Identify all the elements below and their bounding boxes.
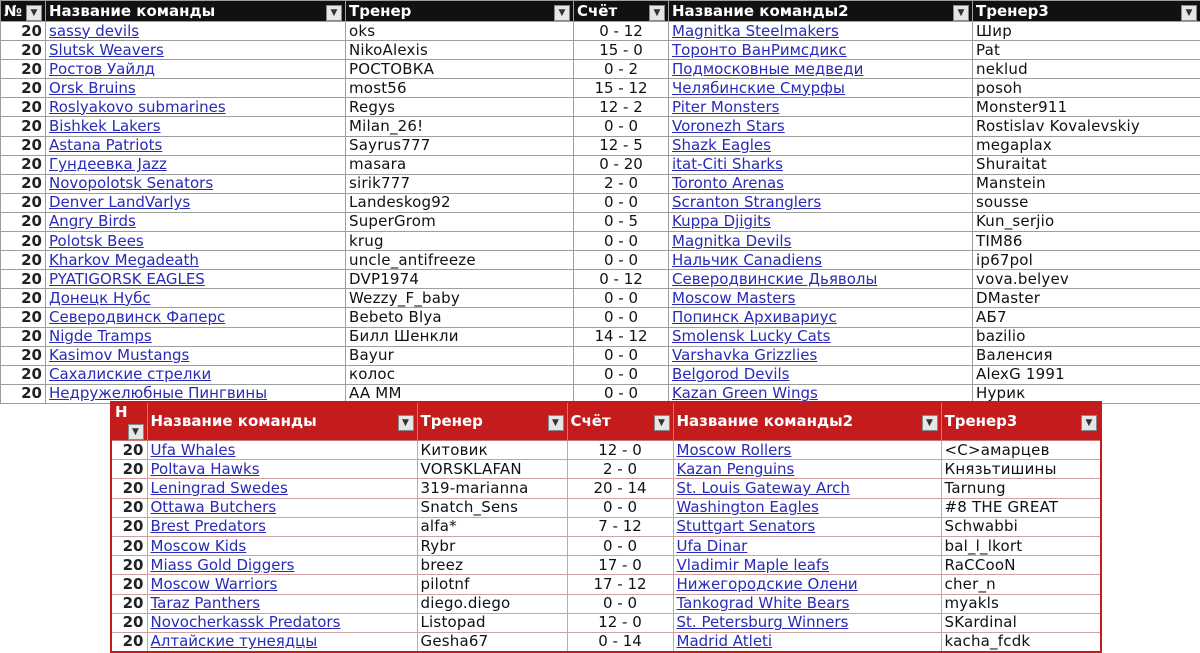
table-row	[1, 174, 1200, 193]
score: 0 - 12	[574, 270, 669, 289]
coach-name: Gesha67	[417, 632, 567, 652]
opponent-team-link[interactable]: Madrid Atleti	[673, 632, 941, 652]
opponent-coach-name: Manstein	[973, 174, 1200, 193]
row-number: 20	[1, 327, 46, 346]
team-name-link[interactable]: Ottawa Butchers	[147, 498, 417, 517]
table-row	[111, 556, 1101, 575]
opponent-team-link[interactable]: Stuttgart Senators	[673, 517, 941, 536]
score: 0 - 0	[574, 308, 669, 327]
header-coach3[interactable]: Тренер3 ▼	[973, 1, 1200, 22]
table-row	[1, 79, 1200, 98]
score: 15 - 0	[574, 41, 669, 60]
table-row	[1, 41, 1200, 60]
table-row	[1, 232, 1200, 251]
team-name-link[interactable]: Гундеевка Jazz	[46, 155, 346, 174]
row-number: 20	[1, 117, 46, 136]
table-row	[111, 479, 1101, 498]
row-number: 20	[1, 308, 46, 327]
table-row	[1, 289, 1200, 308]
coach-name: Regys	[346, 98, 574, 117]
header-coach[interactable]: Тренер ▼	[346, 1, 574, 22]
table-row	[1, 193, 1200, 212]
coach-name: SuperGrom	[346, 212, 574, 231]
score: 0 - 0	[574, 365, 669, 384]
coach-name: pilotnf	[417, 575, 567, 594]
table-row	[1, 98, 1200, 117]
coach-name: Китовик	[417, 441, 567, 460]
coach-name: Milan_26!	[346, 117, 574, 136]
opponent-team-link[interactable]: Нальчик Canadiens	[669, 251, 973, 270]
score: 17 - 0	[567, 556, 673, 575]
table-row	[111, 498, 1101, 517]
team-name-link[interactable]: Denver LandVarlys	[46, 193, 346, 212]
row-number: 20	[1, 22, 46, 41]
table-row	[111, 632, 1101, 652]
filter-dropdown-icon[interactable]: ▼	[326, 5, 342, 21]
score: 15 - 12	[574, 79, 669, 98]
row-number: 20	[111, 556, 147, 575]
row-number: 20	[1, 193, 46, 212]
opponent-team-link[interactable]: Magnitka Steelmakers	[669, 22, 973, 41]
coach-name: krug	[346, 232, 574, 251]
table-row	[1, 270, 1200, 289]
table-body	[1, 22, 1200, 404]
header-row	[1, 1, 1200, 22]
opponent-team-link[interactable]: Челябинские Смурфы	[669, 79, 973, 98]
table-row	[111, 460, 1101, 479]
team-name-link[interactable]: Poltava Hawks	[147, 460, 417, 479]
team-name-link[interactable]: Novopolotsk Senators	[46, 174, 346, 193]
header-team2[interactable]: Название команды2 ▼	[669, 1, 973, 22]
opponent-coach-name: АБ7	[973, 308, 1200, 327]
coach-name: DVP1974	[346, 270, 574, 289]
team-name-link[interactable]: Алтайские тунеядцы	[147, 632, 417, 652]
opponent-coach-name: Tarnung	[941, 479, 1101, 498]
score: 0 - 12	[574, 22, 669, 41]
opponent-coach-name: sousse	[973, 193, 1200, 212]
team-name-link[interactable]: sassy devils	[46, 22, 346, 41]
opponent-team-link[interactable]: Торонто ВанРимсдикс	[669, 41, 973, 60]
filter-dropdown-icon[interactable]: ▼	[1081, 415, 1097, 431]
team-name-link[interactable]: Ufa Whales	[147, 441, 417, 460]
opponent-coach-name: Rostislav Kovalevskiy	[973, 117, 1200, 136]
opponent-coach-name: ip67pol	[973, 251, 1200, 270]
opponent-team-link[interactable]: itat-Citi Sharks	[669, 155, 973, 174]
opponent-team-link[interactable]: Toronto Arenas	[669, 174, 973, 193]
team-name-link[interactable]: Novocherkassk Predators	[147, 613, 417, 632]
header-team[interactable]: Название команды ▼	[46, 1, 346, 22]
team-name-link[interactable]: Slutsk Weavers	[46, 41, 346, 60]
coach-name: sirik777	[346, 174, 574, 193]
opponent-coach-name: vova.belyev	[973, 270, 1200, 289]
score: 0 - 0	[574, 251, 669, 270]
opponent-team-link[interactable]: Нижегородские Олени	[673, 575, 941, 594]
opponent-coach-name: TIM86	[973, 232, 1200, 251]
header-score[interactable]: Счёт ▼	[574, 1, 669, 22]
table-row	[1, 60, 1200, 79]
team-name-link[interactable]: Донецк Нубс	[46, 289, 346, 308]
opponent-coach-name: AlexG 1991	[973, 365, 1200, 384]
row-number: 20	[111, 479, 147, 498]
opponent-team-link[interactable]: Kuppa Djigits	[669, 212, 973, 231]
opponent-team-link[interactable]: Voronezh Stars	[669, 117, 973, 136]
header-team2[interactable]: Название команды2 ▼	[673, 402, 941, 441]
score: 0 - 5	[574, 212, 669, 231]
opponent-coach-name: DMaster	[973, 289, 1200, 308]
filter-dropdown-icon[interactable]: ▼	[654, 415, 670, 431]
coach-name: alfa*	[417, 517, 567, 536]
filter-dropdown-icon[interactable]: ▼	[548, 415, 564, 431]
coach-name: Bayur	[346, 346, 574, 365]
score: 0 - 0	[567, 536, 673, 555]
opponent-team-link[interactable]: Попинск Архивариус	[669, 308, 973, 327]
filter-dropdown-icon[interactable]: ▼	[26, 5, 42, 21]
opponent-team-link[interactable]: Smolensk Lucky Cats	[669, 327, 973, 346]
score: 0 - 20	[574, 155, 669, 174]
team-name-link[interactable]: Leningrad Swedes	[147, 479, 417, 498]
table-row	[1, 117, 1200, 136]
coach-name: РОСТОВКА	[346, 60, 574, 79]
table-row	[1, 346, 1200, 365]
team-name-link[interactable]: Moscow Kids	[147, 536, 417, 555]
table-row	[1, 155, 1200, 174]
opponent-team-link[interactable]: Magnitka Devils	[669, 232, 973, 251]
row-number: 20	[1, 136, 46, 155]
table-row	[1, 327, 1200, 346]
team-name-link[interactable]: Kharkov Megadeath	[46, 251, 346, 270]
coach-name: Sayrus777	[346, 136, 574, 155]
score: 0 - 2	[574, 60, 669, 79]
score: 7 - 12	[567, 517, 673, 536]
team-name-link[interactable]: PYATIGORSK EAGLES	[46, 270, 346, 289]
row-number: 20	[1, 41, 46, 60]
table-row	[111, 517, 1101, 536]
filter-dropdown-icon[interactable]: ▼	[953, 5, 969, 21]
opponent-team-link[interactable]: Kazan Green Wings	[669, 384, 973, 403]
opponent-team-link[interactable]: Tankograd White Bears	[673, 594, 941, 613]
row-number: 20	[111, 441, 147, 460]
table-row	[111, 536, 1101, 555]
coach-name: oks	[346, 22, 574, 41]
table-row	[111, 594, 1101, 613]
opponent-coach-name: SKardinal	[941, 613, 1101, 632]
table-row	[1, 136, 1200, 155]
team-name-link[interactable]: Angry Birds	[46, 212, 346, 231]
opponent-team-link[interactable]: Piter Monsters	[669, 98, 973, 117]
opponent-coach-name: RaCCooN	[941, 556, 1101, 575]
filter-dropdown-icon[interactable]: ▼	[398, 415, 414, 431]
coach-name: Snatch_Sens	[417, 498, 567, 517]
row-number: 20	[1, 289, 46, 308]
row-number: 20	[111, 460, 147, 479]
opponent-team-link[interactable]: Moscow Rollers	[673, 441, 941, 460]
team-name-link[interactable]: Roslyakovo submarines	[46, 98, 346, 117]
row-number: 20	[1, 365, 46, 384]
coach-name: AA MM	[346, 384, 574, 403]
opponent-coach-name: Schwabbi	[941, 517, 1101, 536]
table-body	[111, 441, 1101, 653]
score: 12 - 0	[567, 613, 673, 632]
team-name-link[interactable]: Северодвинск Фаперс	[46, 308, 346, 327]
opponent-coach-name: Pat	[973, 41, 1200, 60]
opponent-coach-name: Шир	[973, 22, 1200, 41]
coach-name: Listopad	[417, 613, 567, 632]
coach-name: diego.diego	[417, 594, 567, 613]
score: 0 - 0	[574, 346, 669, 365]
score: 0 - 0	[574, 117, 669, 136]
header-coach3[interactable]: Тренер3 ▼	[941, 402, 1101, 441]
opponent-coach-name: <С>амарцев	[941, 441, 1101, 460]
filter-dropdown-icon[interactable]: ▼	[554, 5, 570, 21]
opponent-coach-name: kacha_fcdk	[941, 632, 1101, 652]
row-number: 20	[1, 270, 46, 289]
row-number: 20	[111, 594, 147, 613]
score: 0 - 0	[574, 232, 669, 251]
opponent-coach-name: Князьтишины	[941, 460, 1101, 479]
coach-name: masara	[346, 155, 574, 174]
opponent-coach-name: myakls	[941, 594, 1101, 613]
score: 0 - 0	[574, 384, 669, 403]
header-score[interactable]: Счёт ▼	[567, 402, 673, 441]
score: 17 - 12	[567, 575, 673, 594]
coach-name: NikoAlexis	[346, 41, 574, 60]
row-number: 20	[1, 212, 46, 231]
opponent-coach-name: Валенсия	[973, 346, 1200, 365]
opponent-coach-name: Нурик	[973, 384, 1200, 403]
opponent-team-link[interactable]: Belgorod Devils	[669, 365, 973, 384]
row-number: 20	[111, 613, 147, 632]
row-number: 20	[1, 346, 46, 365]
opponent-coach-name: Kun_serjio	[973, 212, 1200, 231]
filter-dropdown-icon[interactable]: ▼	[649, 5, 665, 21]
table-row	[111, 441, 1101, 460]
opponent-team-link[interactable]: Moscow Masters	[669, 289, 973, 308]
row-number: 20	[1, 232, 46, 251]
matches-table-bottom	[110, 401, 1102, 653]
table-row	[1, 212, 1200, 231]
team-name-link[interactable]: Orsk Bruins	[46, 79, 346, 98]
score: 14 - 12	[574, 327, 669, 346]
opponent-coach-name: bal_l_lkort	[941, 536, 1101, 555]
score: 0 - 0	[574, 193, 669, 212]
opponent-team-link[interactable]: Kazan Penguins	[673, 460, 941, 479]
table-row	[1, 251, 1200, 270]
table-row	[111, 575, 1101, 594]
team-name-link[interactable]: Kasimov Mustangs	[46, 346, 346, 365]
table-row	[1, 365, 1200, 384]
coach-name: breez	[417, 556, 567, 575]
row-number: 20	[111, 498, 147, 517]
team-name-link[interactable]: Недружелюбные Пингвины	[46, 384, 346, 403]
row-number: 20	[111, 517, 147, 536]
row-number: 20	[111, 575, 147, 594]
row-number: 20	[1, 79, 46, 98]
opponent-coach-name: Monster911	[973, 98, 1200, 117]
row-number: 20	[1, 251, 46, 270]
opponent-team-link[interactable]: Washington Eagles	[673, 498, 941, 517]
opponent-coach-name: neklud	[973, 60, 1200, 79]
score: 0 - 0	[574, 289, 669, 308]
coach-name: Landeskog92	[346, 193, 574, 212]
team-name-link[interactable]: Astana Patriots	[46, 136, 346, 155]
score: 12 - 0	[567, 441, 673, 460]
row-number: 20	[1, 60, 46, 79]
team-name-link[interactable]: Сахалиские стрелки	[46, 365, 346, 384]
score: 2 - 0	[567, 460, 673, 479]
header-number[interactable]: № ▼	[1, 1, 46, 22]
team-name-link[interactable]: Nigde Tramps	[46, 327, 346, 346]
score: 0 - 0	[567, 594, 673, 613]
score: 12 - 5	[574, 136, 669, 155]
coach-name: VORSKLAFAN	[417, 460, 567, 479]
coach-name: 319-marianna	[417, 479, 567, 498]
table-row	[1, 308, 1200, 327]
opponent-coach-name: posoh	[973, 79, 1200, 98]
table-row	[111, 613, 1101, 632]
score: 20 - 14	[567, 479, 673, 498]
opponent-team-link[interactable]: St. Louis Gateway Arch	[673, 479, 941, 498]
team-name-link[interactable]: Brest Predators	[147, 517, 417, 536]
opponent-coach-name: Shuraitat	[973, 155, 1200, 174]
score: 0 - 14	[567, 632, 673, 652]
header-coach[interactable]: Тренер ▼	[417, 402, 567, 441]
row-number: 20	[1, 384, 46, 403]
filter-dropdown-icon[interactable]: ▼	[1181, 5, 1197, 21]
team-name-link[interactable]: Miass Gold Diggers	[147, 556, 417, 575]
header-number[interactable]: Н ▼	[111, 402, 147, 441]
coach-name: Wezzy_F_baby	[346, 289, 574, 308]
opponent-team-link[interactable]: St. Petersburg Winners	[673, 613, 941, 632]
opponent-coach-name: megaplax	[973, 136, 1200, 155]
coach-name: Rybr	[417, 536, 567, 555]
filter-dropdown-icon[interactable]: ▼	[128, 424, 144, 440]
header-team[interactable]: Название команды ▼	[147, 402, 417, 441]
team-name-link[interactable]: Bishkek Lakers	[46, 117, 346, 136]
coach-name: most56	[346, 79, 574, 98]
row-number: 20	[111, 632, 147, 652]
opponent-team-link[interactable]: Shazk Eagles	[669, 136, 973, 155]
opponent-coach-name: cher_n	[941, 575, 1101, 594]
opponent-team-link[interactable]: Scranton Stranglers	[669, 193, 973, 212]
score: 0 - 0	[567, 498, 673, 517]
coach-name: колос	[346, 365, 574, 384]
opponent-coach-name: #8 THE GREAT	[941, 498, 1101, 517]
filter-dropdown-icon[interactable]: ▼	[922, 415, 938, 431]
table-row	[1, 22, 1200, 41]
header-row	[111, 402, 1101, 441]
opponent-team-link[interactable]: Северодвинские Дьяволы	[669, 270, 973, 289]
opponent-team-link[interactable]: Ufa Dinar	[673, 536, 941, 555]
row-number: 20	[111, 536, 147, 555]
row-number: 20	[1, 98, 46, 117]
team-name-link[interactable]: Polotsk Bees	[46, 232, 346, 251]
row-number: 20	[1, 174, 46, 193]
row-number: 20	[1, 155, 46, 174]
team-name-link[interactable]: Taraz Panthers	[147, 594, 417, 613]
opponent-team-link[interactable]: Varshavka Grizzlies	[669, 346, 973, 365]
team-name-link[interactable]: Ростов Уайлд	[46, 60, 346, 79]
coach-name: uncle_antifreeze	[346, 251, 574, 270]
opponent-coach-name: bazilio	[973, 327, 1200, 346]
score: 2 - 0	[574, 174, 669, 193]
coach-name: Билл Шенкли	[346, 327, 574, 346]
opponent-team-link[interactable]: Vladimir Maple leafs	[673, 556, 941, 575]
score: 12 - 2	[574, 98, 669, 117]
coach-name: Bebeto Blya	[346, 308, 574, 327]
team-name-link[interactable]: Moscow Warriors	[147, 575, 417, 594]
opponent-team-link[interactable]: Подмосковные медведи	[669, 60, 973, 79]
